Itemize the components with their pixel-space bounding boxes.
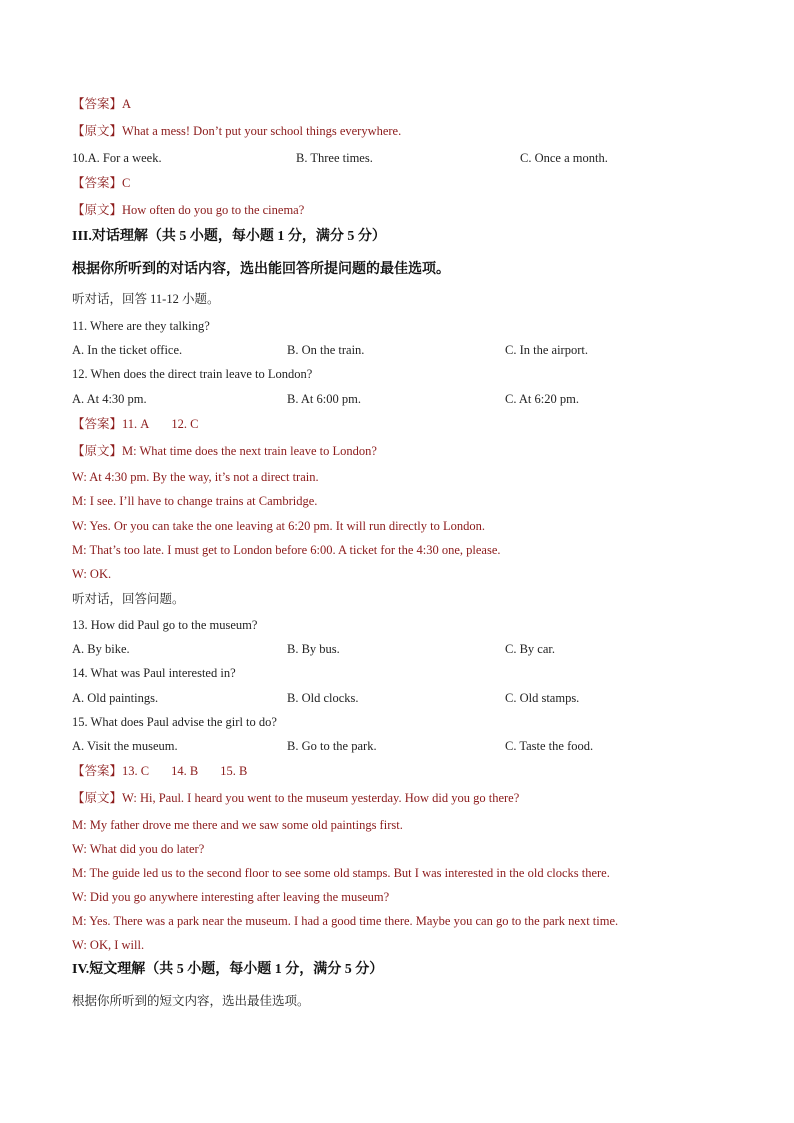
answer-tag: 【答案】 xyxy=(72,176,123,190)
question-11-option-b: B. On the train. xyxy=(287,343,365,357)
transcript-tag: 【原文】 xyxy=(72,791,123,805)
question-15-option-a: A. Visit the museum. xyxy=(72,739,178,753)
question-15-option-b: B. Go to the park. xyxy=(287,739,377,753)
transcript-9 xyxy=(72,123,401,139)
question-15: 15. What does Paul advise the girl to do? xyxy=(72,715,277,729)
dialogue-line: W: OK, I will. xyxy=(72,938,145,952)
transcript-10 xyxy=(72,202,304,218)
dialogue-line: M: The guide led us to the second floor to see some old stamps. But I was interested in the old clocks there. xyxy=(72,866,610,880)
dialogue-line: M: That’s too late. I must get to London before 6:00. A ticket for the 4:30 one, please. xyxy=(72,543,501,557)
answer-tag: 【答案】 xyxy=(72,417,123,431)
answer-13-15 xyxy=(72,763,247,779)
answer-value: 11. A xyxy=(122,417,150,431)
section-3-title: III.对话理解（共 5 小题，每小题 1 分，满分 5 分） xyxy=(72,229,386,244)
transcript-text: What a mess! Don’t put your school things everywhere. xyxy=(122,124,402,138)
dialogue-line: W: Did you go anywhere interesting after leaving the museum? xyxy=(72,890,390,904)
question-10-option-b: B. Three times. xyxy=(296,151,373,165)
dialogue-line: M: Yes. There was a park near the museum. I had a good time there. Maybe you can go to the park next time. xyxy=(72,914,619,928)
dialogue-line: W: At 4:30 pm. By the way, it’s not a direct train. xyxy=(72,470,319,484)
question-14-option-a: A. Old paintings. xyxy=(72,691,159,705)
answer-value: 14. B xyxy=(171,764,199,778)
transcript-tag: 【原文】 xyxy=(72,444,123,458)
dialogue-line: W: Yes. Or you can take the one leaving at 6:20 pm. It will run directly to London. xyxy=(72,519,485,533)
question-11-option-c: C. In the airport. xyxy=(505,343,588,357)
transcript-tag: 【原文】 xyxy=(72,203,123,217)
answer-value: 13. C xyxy=(122,764,150,778)
question-13-option-a: A. By bike. xyxy=(72,642,130,656)
question-10-option-c: C. Once a month. xyxy=(520,151,608,165)
dialogue-line: W: What did you do later? xyxy=(72,842,205,856)
dialogue-line: W: OK. xyxy=(72,567,112,581)
answer-value: A xyxy=(122,97,132,111)
question-11-option-a: A. In the ticket office. xyxy=(72,343,183,357)
transcript-tag: 【原文】 xyxy=(72,124,123,138)
transcript-13-15 xyxy=(72,790,519,806)
question-13: 13. How did Paul go to the museum? xyxy=(72,618,258,632)
transcript-text: How often do you go to the cinema? xyxy=(122,203,305,217)
question-12: 12. When does the direct train leave to London? xyxy=(72,367,313,381)
answer-value: C xyxy=(122,176,131,190)
transcript-text: M: What time does the next train leave to London? xyxy=(122,444,377,458)
question-13-option-c: C. By car. xyxy=(505,642,555,656)
answer-value: 15. B xyxy=(220,764,248,778)
section-3-instructions: 根据你所听到的对话内容，选出能回答所提问题的最佳选项。 xyxy=(72,262,450,277)
question-12-option-c: C. At 6:20 pm. xyxy=(505,392,579,406)
question-12-option-b: B. At 6:00 pm. xyxy=(287,392,361,406)
question-12-option-a: A. At 4:30 pm. xyxy=(72,392,147,406)
transcript-11-12 xyxy=(72,443,377,459)
answer-tag: 【答案】 xyxy=(72,764,123,778)
dialogue-line: M: My father drove me there and we saw some old paintings first. xyxy=(72,818,403,832)
question-11: 11. Where are they talking? xyxy=(72,319,210,333)
question-14-option-b: B. Old clocks. xyxy=(287,691,359,705)
answer-10 xyxy=(72,175,130,191)
listen-instruction-1: 听对话，回答 11-12 小题。 xyxy=(72,292,220,306)
question-13-option-b: B. By bus. xyxy=(287,642,340,656)
question-15-option-c: C. Taste the food. xyxy=(505,739,594,753)
transcript-text: W: Hi, Paul. I heard you went to the museum yesterday. How did you go there? xyxy=(122,791,520,805)
question-14-option-c: C. Old stamps. xyxy=(505,691,580,705)
question-10-option-a: 10.A. For a week. xyxy=(72,151,162,165)
dialogue-line: M: I see. I’ll have to change trains at Cambridge. xyxy=(72,494,318,508)
answer-9 xyxy=(72,96,131,112)
section-4-title: IV.短文理解（共 5 小题，每小题 1 分，满分 5 分） xyxy=(72,962,384,977)
section-4-instructions: 根据你所听到的短文内容，选出最佳选项。 xyxy=(72,994,310,1008)
answer-tag: 【答案】 xyxy=(72,97,123,111)
answer-11-12 xyxy=(72,416,198,432)
question-14: 14. What was Paul interested in? xyxy=(72,666,236,680)
listen-instruction-2: 听对话，回答问题。 xyxy=(72,592,185,606)
answer-value: 12. C xyxy=(171,417,199,431)
